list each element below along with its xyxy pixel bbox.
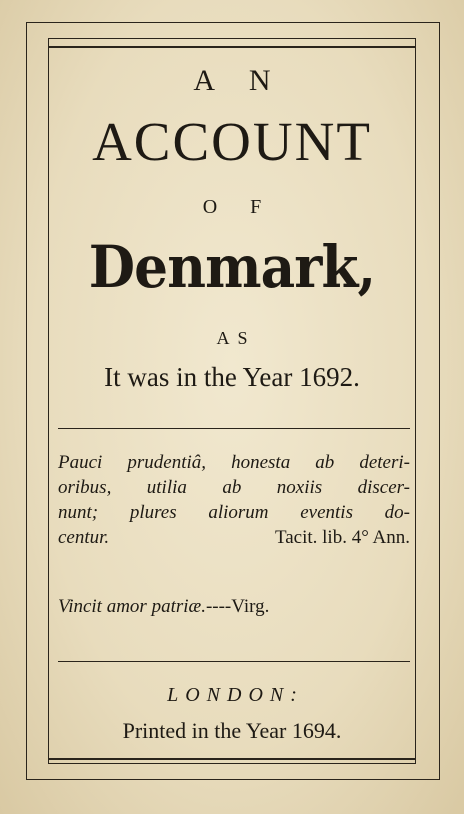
- title-of: O F: [202, 196, 276, 218]
- title-account: ACCOUNT: [92, 111, 372, 172]
- epigraph-line-4: [58, 525, 410, 550]
- epigraph-source: Tacit. lib. 4° Ann.: [274, 527, 410, 548]
- title-as: AS: [216, 328, 256, 348]
- rule-lower: [58, 661, 410, 662]
- title-an: A N: [193, 64, 285, 97]
- rule-bottom: [48, 758, 416, 760]
- epigraph-line-2: oribus, utilia ab noxiis discer-: [58, 477, 410, 498]
- rule-mid: [58, 428, 410, 429]
- vincit-text: Vincit amor patriæ.----: [58, 596, 232, 617]
- epigraph-line-1: Pauci prudentiâ, honesta ab deteri-: [58, 452, 410, 473]
- imprint-printed: Printed in the Year 1694.: [122, 718, 342, 743]
- rule-top: [48, 46, 416, 48]
- epigraph-line-3: nunt; plures aliorum eventis do-: [58, 502, 410, 523]
- imprint-place: LONDON:: [167, 684, 304, 706]
- vincit-line: [58, 596, 269, 618]
- title-denmark: Denmark,: [88, 233, 376, 301]
- epigraph: [58, 450, 410, 550]
- epigraph-line-4-text: centur.: [58, 527, 110, 548]
- vincit-source: Virg.: [231, 596, 270, 617]
- title-year: It was in the Year 1692.: [104, 362, 360, 392]
